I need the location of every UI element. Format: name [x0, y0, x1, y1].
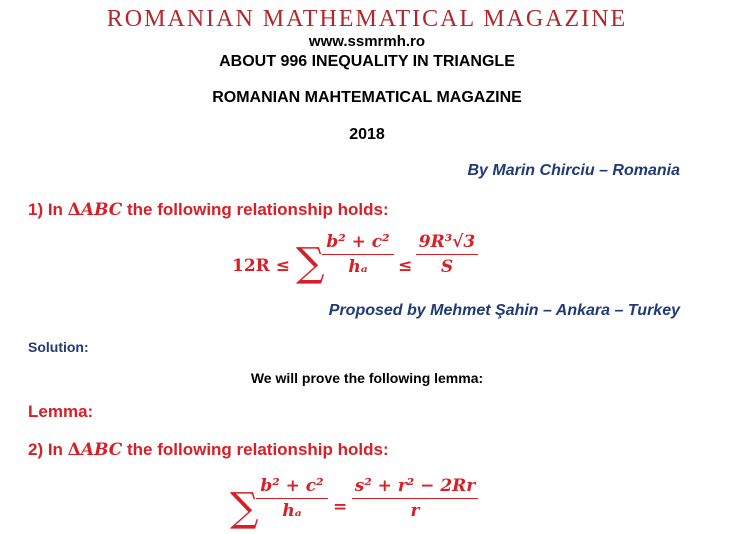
delta-symbol: Δ [67, 440, 81, 460]
proposed-by: Proposed by Mehmet Şahin – Ankara – Turkey [328, 302, 680, 319]
publication-year: 2018 [349, 126, 385, 143]
sigma-symbol: ∑ [296, 240, 325, 286]
lemma-right-numerator: s² + r² − 2Rr [352, 476, 478, 499]
sum-denominator: hₐ [348, 257, 368, 277]
equals-sign: = [333, 497, 348, 517]
article-title: ABOUT 996 INEQUALITY IN TRIANGLE [219, 53, 515, 70]
formula-left-side: 12R ≤ [232, 256, 290, 276]
lemma-triangle-name: ABC [80, 440, 123, 460]
right-denominator: S [440, 257, 454, 277]
sum-fraction [322, 232, 394, 277]
formula-middle-sign: ≤ [398, 256, 413, 276]
sigma-symbol: ∑ [230, 485, 259, 531]
right-fraction [416, 232, 478, 277]
right-numerator: 9R³√3 [416, 232, 478, 255]
problem-statement [28, 200, 389, 220]
delta-symbol: Δ [67, 200, 81, 220]
sum-numerator: b² + c² [322, 232, 394, 255]
magazine-title: ROMANIAN MATHEMATICAL MAGAZINE [106, 6, 628, 32]
problem-suffix: the following relationship holds: [122, 200, 389, 219]
lemma-intro: We will prove the following lemma: [250, 370, 484, 386]
lemma-sum-fraction [256, 476, 328, 521]
website-url: www.ssmrmh.ro [308, 33, 426, 50]
lemma-right-fraction [352, 476, 478, 521]
lemma-suffix: the following relationship holds: [122, 440, 389, 459]
problem-prefix: 1) In [28, 200, 68, 219]
lemma-sum-denominator: hₐ [282, 501, 302, 521]
lemma-statement [28, 440, 389, 460]
lemma-right-denominator: r [410, 501, 420, 521]
lemma-sum-numerator: b² + c² [256, 476, 328, 499]
lemma-prefix: 2) In [28, 440, 68, 459]
author-line: By Marin Chirciu – Romania [467, 162, 680, 179]
solution-label: Solution: [28, 339, 89, 355]
magazine-name: ROMANIAN MAHTEMATICAL MAGAZINE [212, 89, 522, 106]
lemma-label: Lemma: [28, 402, 94, 421]
triangle-name: ABC [80, 200, 123, 220]
